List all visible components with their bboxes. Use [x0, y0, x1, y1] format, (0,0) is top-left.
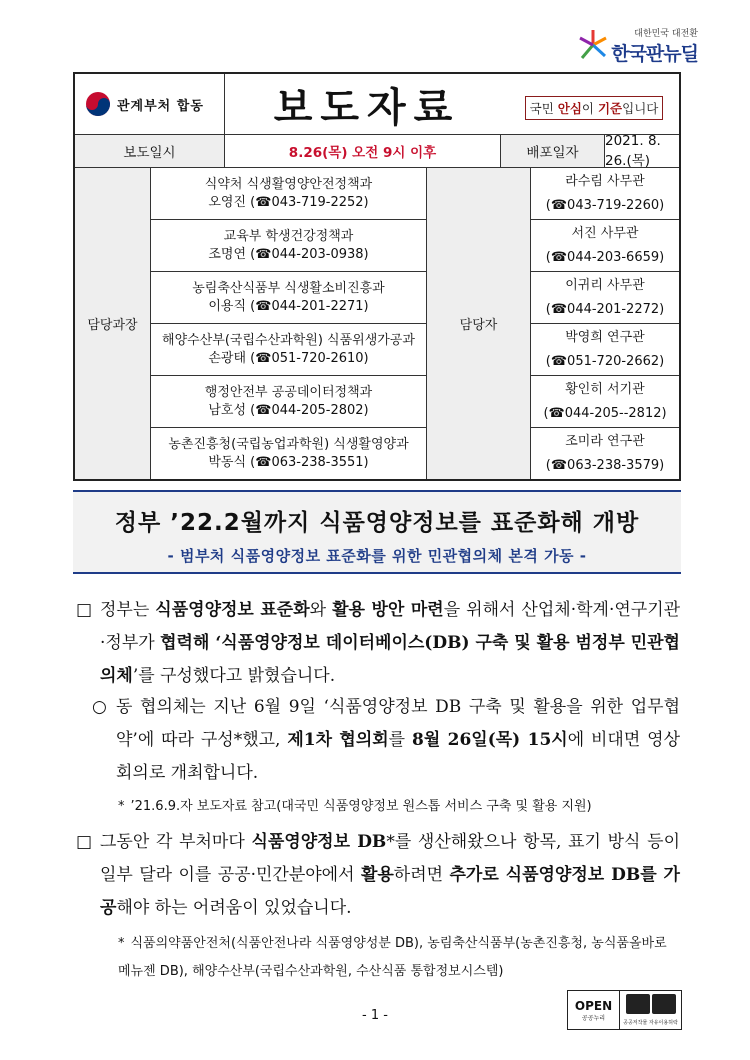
dept-contact: 남호성 (☎044-205-2802) [208, 402, 369, 418]
logo-tagline: 대한민국 대전환 [634, 29, 698, 39]
release-time: 8.26(목) 오전 9시 이후 [225, 135, 501, 167]
dept-name: 교육부 학생건강정책과 [223, 228, 354, 244]
manager-name: 이귀리 사무관 [565, 277, 645, 293]
release-date-row [75, 135, 679, 168]
dept-contact: 박동식 (☎063-238-3551) [208, 454, 369, 470]
text-run: 해야 하는 어려움이 있었습니다. [116, 898, 352, 918]
dept-contact: 손광태 (☎051-720-2610) [208, 350, 369, 366]
square-bullet: □ [76, 832, 93, 852]
text-run: 그동안 각 부처마다 [100, 832, 252, 852]
dept-contact: 오영진 (☎043-719-2252) [208, 194, 369, 210]
manager-name: 조미라 연구관 [565, 433, 645, 449]
manager-row [531, 376, 679, 428]
header-slogan-cell [509, 74, 679, 134]
manager-row [531, 272, 679, 324]
dept-contact: 이용직 (☎044-201-2271) [208, 298, 369, 314]
paragraph-text [116, 697, 680, 783]
commercial-use-icon [652, 994, 676, 1014]
manager-name: 서진 사무관 [571, 225, 639, 241]
open-caption: 공공저작물 자유이용허락 [623, 1020, 678, 1026]
footnote-text: ’21.6.9.자 보도자료 참고(대국민 식품영양정보 원스톱 서비스 구축 및 활용 지원) [130, 799, 592, 814]
release-label: 보도일시 [75, 135, 225, 167]
dept-row [151, 168, 426, 220]
dept-row [151, 220, 426, 272]
slogan-badge [525, 96, 664, 120]
text-run: *를 생산해왔으나 항목, 표기 방식 등이 일부 달라 이를 공공·민간분야에서 [100, 832, 680, 885]
headline-subtitle: - 범부처 식품영양정보 표준화를 위한 민관협의체 본격 가동 - [167, 547, 587, 565]
dept-contact: 조명연 (☎044-203-0938) [208, 246, 369, 262]
slogan-text: 이 [581, 101, 598, 116]
headline-box [73, 490, 681, 574]
emphasized-text: 협력해 ‘식품영양정보 데이터베이스(DB) 구축 및 활용 범정부 민관협의체 [100, 633, 680, 686]
dept-row [151, 428, 426, 479]
emphasized-text: 활용 [360, 865, 394, 885]
text-run: 을 위해서 산업체·학계·연구기관·정부가 [100, 600, 681, 653]
open-license-badge [567, 990, 682, 1030]
paragraph-text [100, 832, 680, 918]
government-emblem-icon [85, 91, 111, 117]
manager-phone: (☎044-203-6659) [545, 249, 665, 265]
dept-name: 식약처 식생활영양안전정책과 [204, 176, 373, 192]
open-logo [568, 991, 620, 1029]
joint-ministries-label: 관계부처 합동 [117, 98, 204, 114]
square-bullet: □ [76, 600, 93, 620]
emphasized-text: 8월 26일(목) 15시 [411, 730, 568, 750]
dept-row [151, 272, 426, 324]
footnote-2 [118, 930, 683, 986]
manager-name: 라수림 사무관 [565, 173, 645, 189]
manager-label: 담당자 [427, 168, 531, 479]
manager-row [531, 428, 679, 479]
manager-phone: (☎051-720-2662) [545, 353, 665, 369]
text-run: 하려면 [393, 865, 450, 885]
dept-head-list [151, 168, 427, 479]
manager-phone: (☎063-238-3579) [545, 457, 665, 473]
attribution-icon [626, 994, 650, 1014]
open-word: OPEN [574, 998, 613, 1013]
text-run: ’를 구성했다고 밝혔습니다. [132, 666, 336, 686]
emphasized-text: 식품영양정보 표준화 [155, 600, 310, 620]
emphasized-text: 활용 방안 마련 [332, 600, 444, 620]
manager-row [531, 168, 679, 220]
dept-row [151, 376, 426, 428]
text-run: 정부는 [100, 600, 156, 620]
text-run: 동 협의체는 지난 6월 9일 ‘식품영양정보 DB 구축 및 활용을 위한 업무협약’에 따라 구성*했고, [116, 697, 680, 750]
header-top-row [75, 74, 679, 135]
body-paragraph-1 [76, 594, 681, 693]
headline-title: 정부 ’22.2월까지 식품영양정보를 표준화해 개방 [114, 510, 640, 536]
paragraph-text [100, 600, 680, 686]
new-deal-icon [578, 28, 608, 62]
dept-name: 농촌진흥청(국립농업과학원) 식생활영양과 [168, 436, 409, 452]
manager-row [531, 324, 679, 376]
korean-new-deal-logo [578, 26, 698, 70]
dept-head-label: 담당과장 [75, 168, 151, 479]
manager-phone: (☎044-201-2272) [545, 301, 665, 317]
slogan-emphasis: 기준 [597, 101, 623, 116]
slogan-text: 입니다 [622, 101, 659, 116]
open-sub: 공공누리 [581, 1014, 606, 1022]
manager-phone: (☎044-205--2812) [543, 405, 667, 421]
footnote-1 [118, 793, 592, 821]
emphasized-text: 제1차 협의회 [287, 730, 389, 750]
manager-list [531, 168, 679, 479]
emphasized-text: 추가로 식품영양정보 DB를 가공 [100, 865, 680, 918]
page-number: - 1 - [362, 1008, 388, 1023]
text-run: 와 [309, 600, 333, 620]
footnote-text: 식품의약품안전처(식품안전나라 식품영양성분 DB), 농림축산식품부(농촌진흥청, 농식품올바로 메뉴젠 DB), 해양수산부(국립수산과학원, 수산식품 통합정보시스템) [118, 936, 667, 979]
manager-row [531, 220, 679, 272]
dept-name: 행정안전부 공공데이터정책과 [204, 384, 373, 400]
dept-name: 해양수산부(국립수산과학원) 식품위생가공과 [162, 332, 415, 348]
dept-name: 농림축산식품부 식생활소비진흥과 [192, 280, 385, 296]
manager-name: 박영희 연구관 [565, 329, 645, 345]
manager-phone: (☎043-719-2260) [545, 197, 665, 213]
logo-wordmark: 한국판뉴딜 [611, 43, 698, 65]
header-joint-cell [75, 74, 225, 134]
document-title: 보도자료 [273, 84, 461, 131]
contacts-table [75, 168, 679, 479]
body-paragraph-3 [76, 826, 680, 925]
slogan-emphasis: 안심 [557, 101, 582, 116]
asterisk-mark: * [118, 799, 125, 814]
text-run: 를 [388, 730, 412, 750]
manager-name: 황인히 서기관 [565, 381, 645, 397]
body-paragraph-2 [92, 691, 680, 790]
circle-bullet: ○ [92, 697, 107, 717]
text-run: 에 비대면 영상회의로 개최합니다. [116, 730, 680, 783]
dept-row [151, 324, 426, 376]
asterisk-mark: * [118, 936, 125, 951]
press-release-header [73, 72, 681, 481]
slogan-text: 국민 [529, 101, 558, 116]
open-license-icons [620, 991, 681, 1029]
distribution-label: 배포일자 [501, 135, 605, 167]
distribution-date: 2021. 8. 26.(목) [605, 133, 661, 169]
emphasized-text: 식품영양정보 DB [251, 832, 387, 852]
